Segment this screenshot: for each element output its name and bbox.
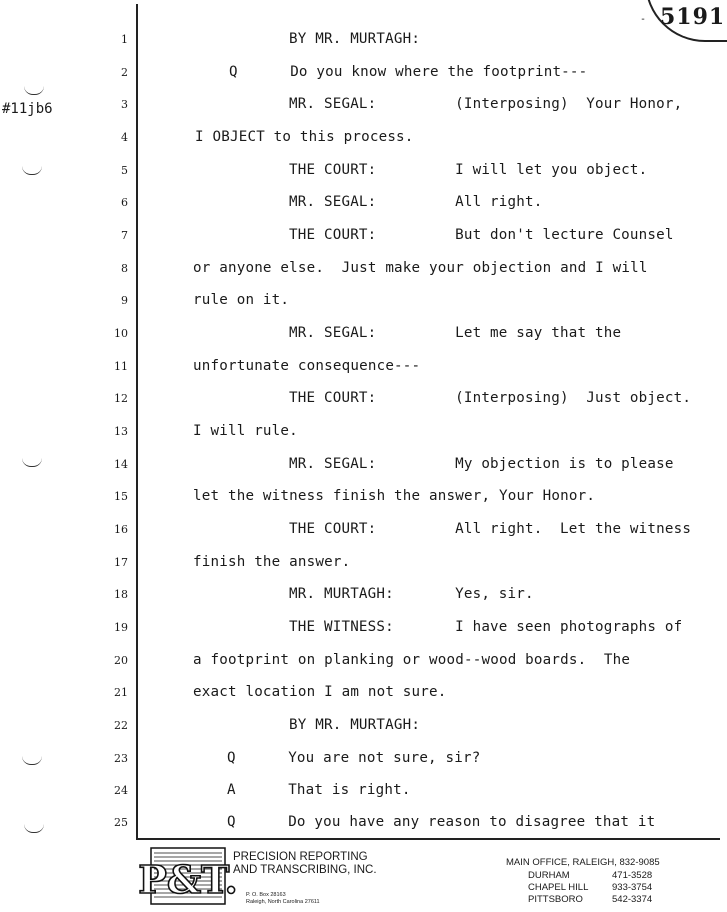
company-name (233, 851, 403, 877)
line-text: unfortunate consequence--- (193, 358, 421, 374)
line-text: I will rule. (193, 423, 298, 439)
margin-mark (24, 86, 44, 95)
line-number: 5 (121, 164, 128, 177)
office-city: DURHAM (528, 870, 570, 881)
office-phone: 542-3374 (612, 894, 653, 905)
line-text: Q Do you know where the footprint--- (229, 64, 588, 80)
bottom-margin-rule (136, 838, 720, 840)
line-text: I OBJECT to this process. (195, 129, 414, 145)
line-number: 10 (114, 327, 128, 340)
line-text: MR. SEGAL: All right. (289, 194, 543, 210)
line-number: 25 (114, 816, 128, 829)
page-number: 5191 (660, 4, 726, 30)
line-number: 22 (114, 719, 128, 732)
line-text: THE COURT: I will let you object. (289, 162, 648, 178)
margin-mark (24, 824, 44, 833)
margin-id: #11jb6 (2, 101, 53, 117)
office-row (528, 882, 652, 893)
line-number: 9 (121, 294, 128, 307)
address-line2: Raleigh, North Carolina 27611 (246, 899, 320, 905)
line-text: Q You are not sure, sir? (227, 750, 481, 766)
office-phone: 471-3528 (612, 870, 653, 881)
line-number: 7 (121, 229, 128, 242)
company-line2: AND TRANSCRIBING, INC. (233, 864, 377, 876)
line-number: 23 (114, 752, 128, 765)
line-number: 14 (114, 458, 128, 471)
office-city: PITTSBORO (528, 894, 583, 905)
office-row (528, 870, 652, 881)
company-address (246, 892, 376, 906)
line-text: a footprint on planking or wood--wood boards. The (193, 652, 631, 668)
office-phone: 933-3754 (612, 882, 653, 893)
line-text: MR. MURTAGH: Yes, sir. (289, 586, 534, 602)
left-margin-rule (136, 4, 138, 840)
line-text: BY MR. MURTAGH: (289, 717, 421, 733)
line-number: 6 (121, 196, 128, 209)
line-number: 13 (114, 425, 128, 438)
line-text: THE WITNESS: I have seen photographs of (289, 619, 683, 635)
line-number: 20 (114, 654, 128, 667)
logo-lettering: P&T. (138, 857, 238, 902)
line-number: 12 (114, 392, 128, 405)
line-number: 19 (114, 621, 128, 634)
line-number: 1 (121, 33, 128, 46)
company-line1: PRECISION REPORTING (233, 851, 368, 863)
tick-mark: - (640, 14, 647, 25)
line-text: MR. SEGAL: (Interposing) Your Honor, (289, 96, 683, 112)
line-text: THE COURT: All right. Let the witness (289, 521, 692, 537)
line-text: THE COURT: (Interposing) Just object. (289, 390, 692, 406)
line-text: rule on it. (193, 292, 290, 308)
company-logo (138, 847, 238, 905)
line-number: 16 (114, 523, 128, 536)
line-number: 8 (121, 262, 128, 275)
office-row (528, 894, 652, 905)
line-number: 21 (114, 686, 128, 699)
line-number: 2 (121, 66, 128, 79)
line-number: 11 (114, 360, 128, 373)
line-text: MR. SEGAL: Let me say that the (289, 325, 622, 341)
line-number: 4 (121, 131, 128, 144)
line-text: THE COURT: But don't lecture Counsel (289, 227, 674, 243)
line-number: 3 (121, 98, 128, 111)
line-text: A That is right. (227, 782, 411, 798)
line-number: 15 (114, 490, 128, 503)
line-number: 18 (114, 588, 128, 601)
margin-mark (22, 166, 42, 175)
line-text: Q Do you have any reason to disagree that it (227, 814, 656, 830)
margin-mark (22, 458, 42, 467)
margin-mark (22, 756, 42, 765)
line-number: 17 (114, 556, 128, 569)
line-text: or anyone else. Just make your objection and I will (193, 260, 648, 276)
line-number: 24 (114, 784, 128, 797)
line-text: let the witness finish the answer, Your Honor. (193, 488, 596, 504)
main-office: MAIN OFFICE, RALEIGH, 832-9085 (506, 857, 660, 868)
line-text: exact location I am not sure. (193, 684, 447, 700)
address-line1: P. O. Box 28163 (246, 892, 286, 898)
office-city: CHAPEL HILL (528, 882, 589, 893)
line-text: MR. SEGAL: My objection is to please (289, 456, 674, 472)
line-text: finish the answer. (193, 554, 351, 570)
line-text: BY MR. MURTAGH: (289, 31, 421, 47)
